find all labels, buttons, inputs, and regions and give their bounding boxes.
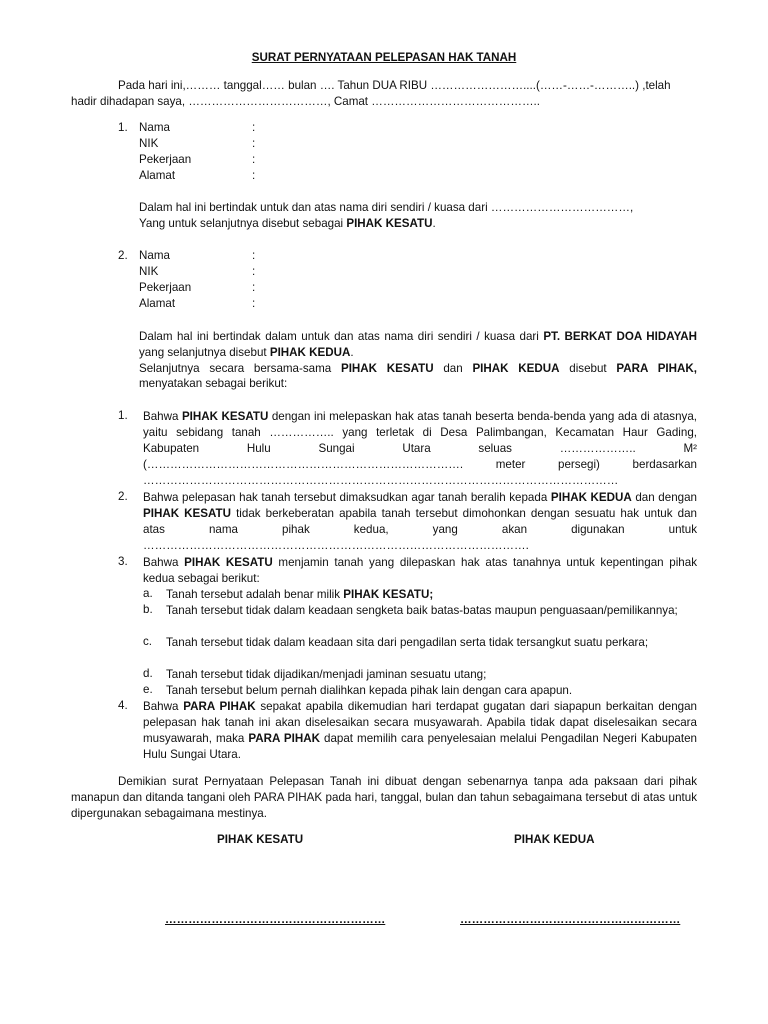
sub-item-letter: d.	[143, 667, 153, 680]
sub-item-b: Tanah tersebut tidak dalam keadaan sengketa baik batas-batas maupun penguasaan/pemilikannya;	[166, 604, 678, 617]
statement2-number: 2.	[118, 490, 128, 503]
party2-field-nik: NIK	[139, 265, 159, 278]
statement3-number: 3.	[118, 555, 128, 568]
sub-item-d: Tanah tersebut tidak dijadikan/menjadi jaminan sesuatu utang;	[166, 668, 487, 681]
party1-colon: :	[252, 121, 256, 134]
party1-field-nama: Nama	[139, 121, 170, 134]
statement1-text: Bahwa PIHAK KESATU dengan ini melepaskan hak atas tanah beserta benda-benda yang ada di atasnya, yaitu sebidang tanah …………….. yang terletak di Desa Palimbangan, Kecamatan Haur Gading, Kabupaten Hulu Sungai Utara seluas ……………….. M² (………………………………………………………………………. meter persegi) berdasarkan ……………………………………………………………………………………………………………	[143, 410, 698, 487]
together-paragraph-end: menyatakan sebagai berikut:	[139, 377, 288, 390]
party2-colon: :	[252, 265, 256, 278]
sub-item-letter: b.	[143, 603, 153, 616]
signature-label-pihak-kedua: PIHAK KEDUA	[514, 833, 595, 846]
party1-field-alamat: Alamat	[139, 169, 176, 182]
signature-line-right: …………………………………………………	[460, 913, 681, 926]
party1-field-nik: NIK	[139, 137, 159, 150]
closing-paragraph: Demikian surat Pernyataan Pelepasan Tanah ini dibuat dengan sebenarnya tanpa ada paksaan dari pihak manapun dan ditanda tangani oleh PARA PIHAK pada hari, tanggal, bulan dan tahun sebagaimana tersebut di atas untuk dipergunakan sebagaimana mestinya.	[71, 775, 697, 820]
party2-field-alamat: Alamat	[139, 297, 176, 310]
statement4-text: Bahwa PARA PIHAK sepakat apabila dikemudian hari terdapat gugatan dari siapapun berkaitan dengan pelepasan hak tanah ini akan diselesaikan secara musyawarah. Apabila tidak dapat diselesaikan secara musyawarah, maka PARA PIHAK dapat memilih cara penyelesaian melalui Pengadilan Negeri Kabupaten Hulu Sungai Utara.	[143, 700, 698, 761]
statement2-text: Bahwa pelepasan hak tanah tersebut dimaksudkan agar tanah beralih kepada PIHAK KEDUA dan dengan PIHAK KESATU tidak berkeberatan apabila tanah tersebut dimohonkan dengan sesuatu hak untuk dan atas nama pihak kedua, yang akan digunakan untuk ……………………………………………………………………………………….	[143, 491, 697, 552]
party2-acting-paragraph: Dalam hal ini bertindak dalam untuk dan atas nama diri sendiri / kuasa dari PT. BERKAT DOA HIDAYAH yang selanjutnya disebut PIHAK KEDUA.	[139, 330, 697, 359]
party1-number: 1.	[118, 121, 128, 134]
party2-field-pekerjaan: Pekerjaan	[139, 281, 192, 294]
sub-item-a: Tanah tersebut adalah benar milik PIHAK KESATU;	[166, 588, 434, 601]
opening-line-2: hadir dihadapan saya, ………………………………, Camat ……………………………………..	[71, 95, 541, 108]
document-title: SURAT PERNYATAAN PELEPASAN HAK TANAH	[251, 51, 517, 64]
together-paragraph: Selanjutnya secara bersama-sama PIHAK KESATU dan PIHAK KEDUA disebut PARA PIHAK,	[139, 362, 697, 375]
sub-item-c: Tanah tersebut tidak dalam keadaan sita dari pengadilan serta tidak tersangkut suatu perkara;	[166, 636, 649, 649]
statement1-number: 1.	[118, 409, 128, 422]
statement3-text: Bahwa PIHAK KESATU menjamin tanah yang dilepaskan hak atas tanahnya untuk kepentingan pihak kedua sebagai berikut:	[143, 556, 698, 585]
party2-number: 2.	[118, 249, 128, 262]
signature-line-left: …………………………………………………	[165, 913, 386, 926]
party1-colon: :	[252, 153, 256, 166]
opening-line-1: Pada hari ini,……… tanggal…… bulan …. Tahun DUA RIBU ……………………....(……-……-………..) ,telah	[118, 79, 671, 92]
sub-item-letter: a.	[143, 587, 153, 600]
party2-field-nama: Nama	[139, 249, 170, 262]
sub-item-e: Tanah tersebut belum pernah dialihkan kepada pihak lain dengan cara apapun.	[166, 684, 573, 697]
party1-colon: :	[252, 137, 256, 150]
party2-colon: :	[252, 249, 256, 262]
party1-acting-line1: Dalam hal ini bertindak untuk dan atas nama diri sendiri / kuasa dari ………………………………,	[139, 201, 634, 214]
sub-item-letter: e.	[143, 683, 153, 696]
party1-field-pekerjaan: Pekerjaan	[139, 153, 192, 166]
party2-colon: :	[252, 281, 256, 294]
signature-label-pihak-kesatu: PIHAK KESATU	[217, 833, 304, 846]
party1-acting-line2: Yang untuk selanjutnya disebut sebagai PIHAK KESATU.	[139, 217, 436, 230]
sub-item-letter: c.	[143, 635, 153, 648]
party2-colon: :	[252, 297, 256, 310]
statement4-number: 4.	[118, 699, 128, 712]
party1-colon: :	[252, 169, 256, 182]
